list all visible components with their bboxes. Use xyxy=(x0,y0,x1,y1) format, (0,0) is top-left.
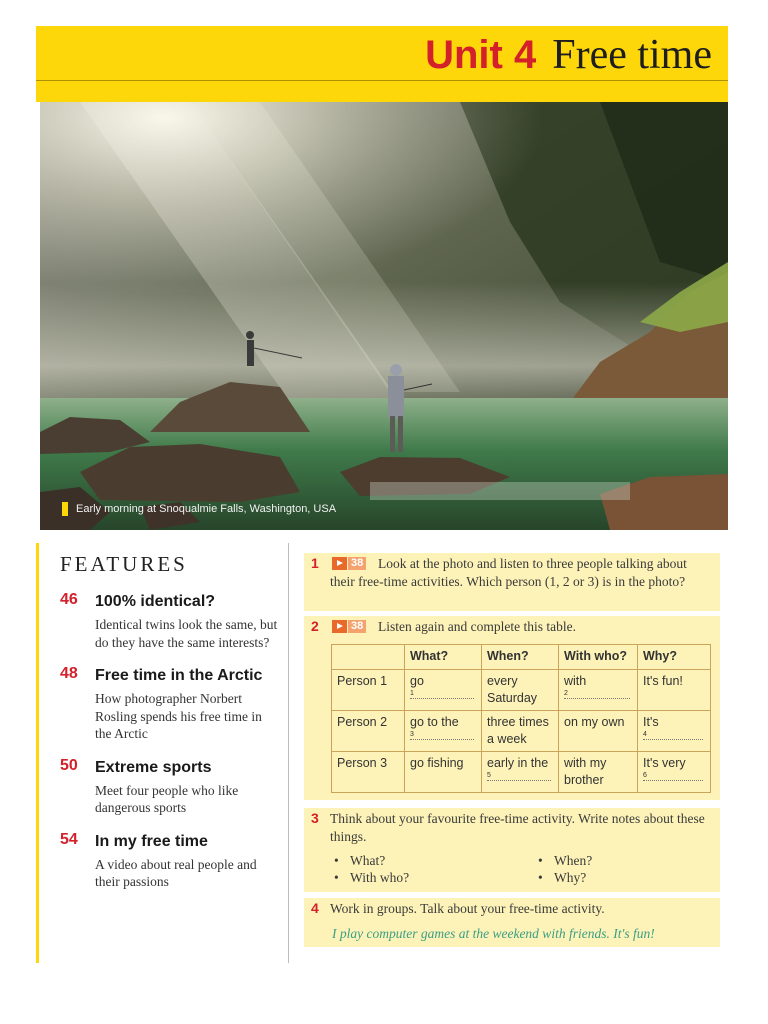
unit-name: Free time xyxy=(552,32,712,78)
table-row xyxy=(332,752,711,793)
when-cell: every Saturday xyxy=(482,670,559,711)
feature-page-number: 50 xyxy=(60,756,78,774)
feature-title: Extreme sports xyxy=(95,758,212,776)
when-cell: three times a week xyxy=(482,711,559,752)
caption-marker xyxy=(62,502,68,516)
cell-text: with xyxy=(564,674,587,688)
answer-blank[interactable]: 6 xyxy=(643,772,703,781)
why-cell: It's fun! xyxy=(638,670,711,711)
bullet-item: • With who? xyxy=(332,869,409,886)
unit-number: Unit 4 xyxy=(425,33,537,77)
left-margin-rule xyxy=(36,543,39,963)
feature-description: Meet four people who like dangerous sports xyxy=(95,782,239,815)
feature-item[interactable] xyxy=(60,591,280,651)
exercise-number: 1 xyxy=(311,555,319,571)
feature-page-number: 48 xyxy=(60,665,78,682)
feature-item[interactable] xyxy=(60,831,280,891)
caption-text: Early morning at Snoqualmie Falls, Washington, USA xyxy=(76,503,337,515)
audio-play-icon[interactable] xyxy=(332,620,347,633)
answer-blank[interactable]: 3 xyxy=(410,731,474,740)
photo-caption xyxy=(62,502,336,516)
what-cell xyxy=(405,711,482,752)
table-header xyxy=(332,645,405,670)
person-cell: Person 2 xyxy=(332,711,405,752)
table-header: Why? xyxy=(638,645,711,670)
what-cell: go fishing xyxy=(405,752,482,793)
cell-text: It's xyxy=(643,715,659,729)
with-cell: with my brother xyxy=(559,752,638,793)
features-heading: FEATURES xyxy=(60,552,188,576)
feature-page-number: 46 xyxy=(60,591,78,608)
answer-blank[interactable]: 2 xyxy=(564,690,630,699)
person-cell: Person 1 xyxy=(332,670,405,711)
exercise-number: 4 xyxy=(311,900,319,916)
feature-title: 100% identical? xyxy=(95,593,216,610)
exercise-instruction: Look at the photo and listen to three people talking about their free-time activities. Which person (1, 2 or 3) is in the photo? xyxy=(330,556,687,589)
feature-description: Identical twins look the same, but do they have the same interests? xyxy=(95,617,278,650)
what-cell xyxy=(405,670,482,711)
feature-page-number: 54 xyxy=(60,830,78,848)
exercise-number: 2 xyxy=(311,618,319,634)
audio-track-number: 38 xyxy=(348,557,366,570)
table-header-row xyxy=(332,645,711,670)
exercise-number: 3 xyxy=(311,810,319,826)
bullet-item: • Why? xyxy=(536,869,592,886)
bullet-list-left xyxy=(332,852,409,886)
table-row xyxy=(332,670,711,711)
why-cell xyxy=(638,752,711,793)
with-cell: on my own xyxy=(559,711,638,752)
features-panel xyxy=(60,552,280,905)
exercise-instruction: Think about your favourite free-time activity. Write notes about these things. xyxy=(330,811,705,844)
feature-description: A video about real people and their passions xyxy=(95,856,257,889)
cell-text: early in the xyxy=(487,756,549,770)
table-header: When? xyxy=(482,645,559,670)
cell-text: go to the xyxy=(410,715,459,729)
exercise-3 xyxy=(304,808,720,892)
feature-title: In my free time xyxy=(95,832,208,850)
free-time-table xyxy=(331,644,711,793)
answer-blank[interactable]: 1 xyxy=(410,690,474,699)
exercise-4 xyxy=(304,898,720,947)
bullet-item: • When? xyxy=(536,852,592,869)
feature-description: How photographer Norbert Rosling spends his free time in the Arctic xyxy=(95,691,262,741)
answer-blank[interactable]: 5 xyxy=(487,772,551,781)
unit-header xyxy=(36,26,728,102)
when-cell xyxy=(482,752,559,793)
audio-track-number: 38 xyxy=(348,620,366,633)
with-cell xyxy=(559,670,638,711)
table-row xyxy=(332,711,711,752)
feature-item[interactable] xyxy=(60,665,280,743)
bullet-item: • What? xyxy=(332,852,409,869)
feature-item[interactable] xyxy=(60,757,280,817)
column-divider xyxy=(288,543,289,963)
why-cell xyxy=(638,711,711,752)
example-sentence: I play computer games at the weekend with friends. It's fun! xyxy=(332,926,655,941)
waterfall-photo-illustration xyxy=(40,102,728,530)
exercise-2 xyxy=(304,616,720,800)
cell-text: It's very xyxy=(643,756,686,770)
answer-blank[interactable]: 4 xyxy=(643,731,703,740)
table-header: What? xyxy=(405,645,482,670)
bullet-list-right xyxy=(536,852,592,886)
cell-text: go xyxy=(410,674,424,688)
table-header: With who? xyxy=(559,645,638,670)
unit-title xyxy=(425,30,712,89)
exercise-1 xyxy=(304,553,720,611)
exercise-instruction: Listen again and complete this table. xyxy=(378,619,576,634)
exercise-instruction: Work in groups. Talk about your free-time activity. xyxy=(330,901,605,916)
hero-photo xyxy=(40,102,728,530)
person-cell: Person 3 xyxy=(332,752,405,793)
feature-title: Free time in the Arctic xyxy=(95,667,263,684)
